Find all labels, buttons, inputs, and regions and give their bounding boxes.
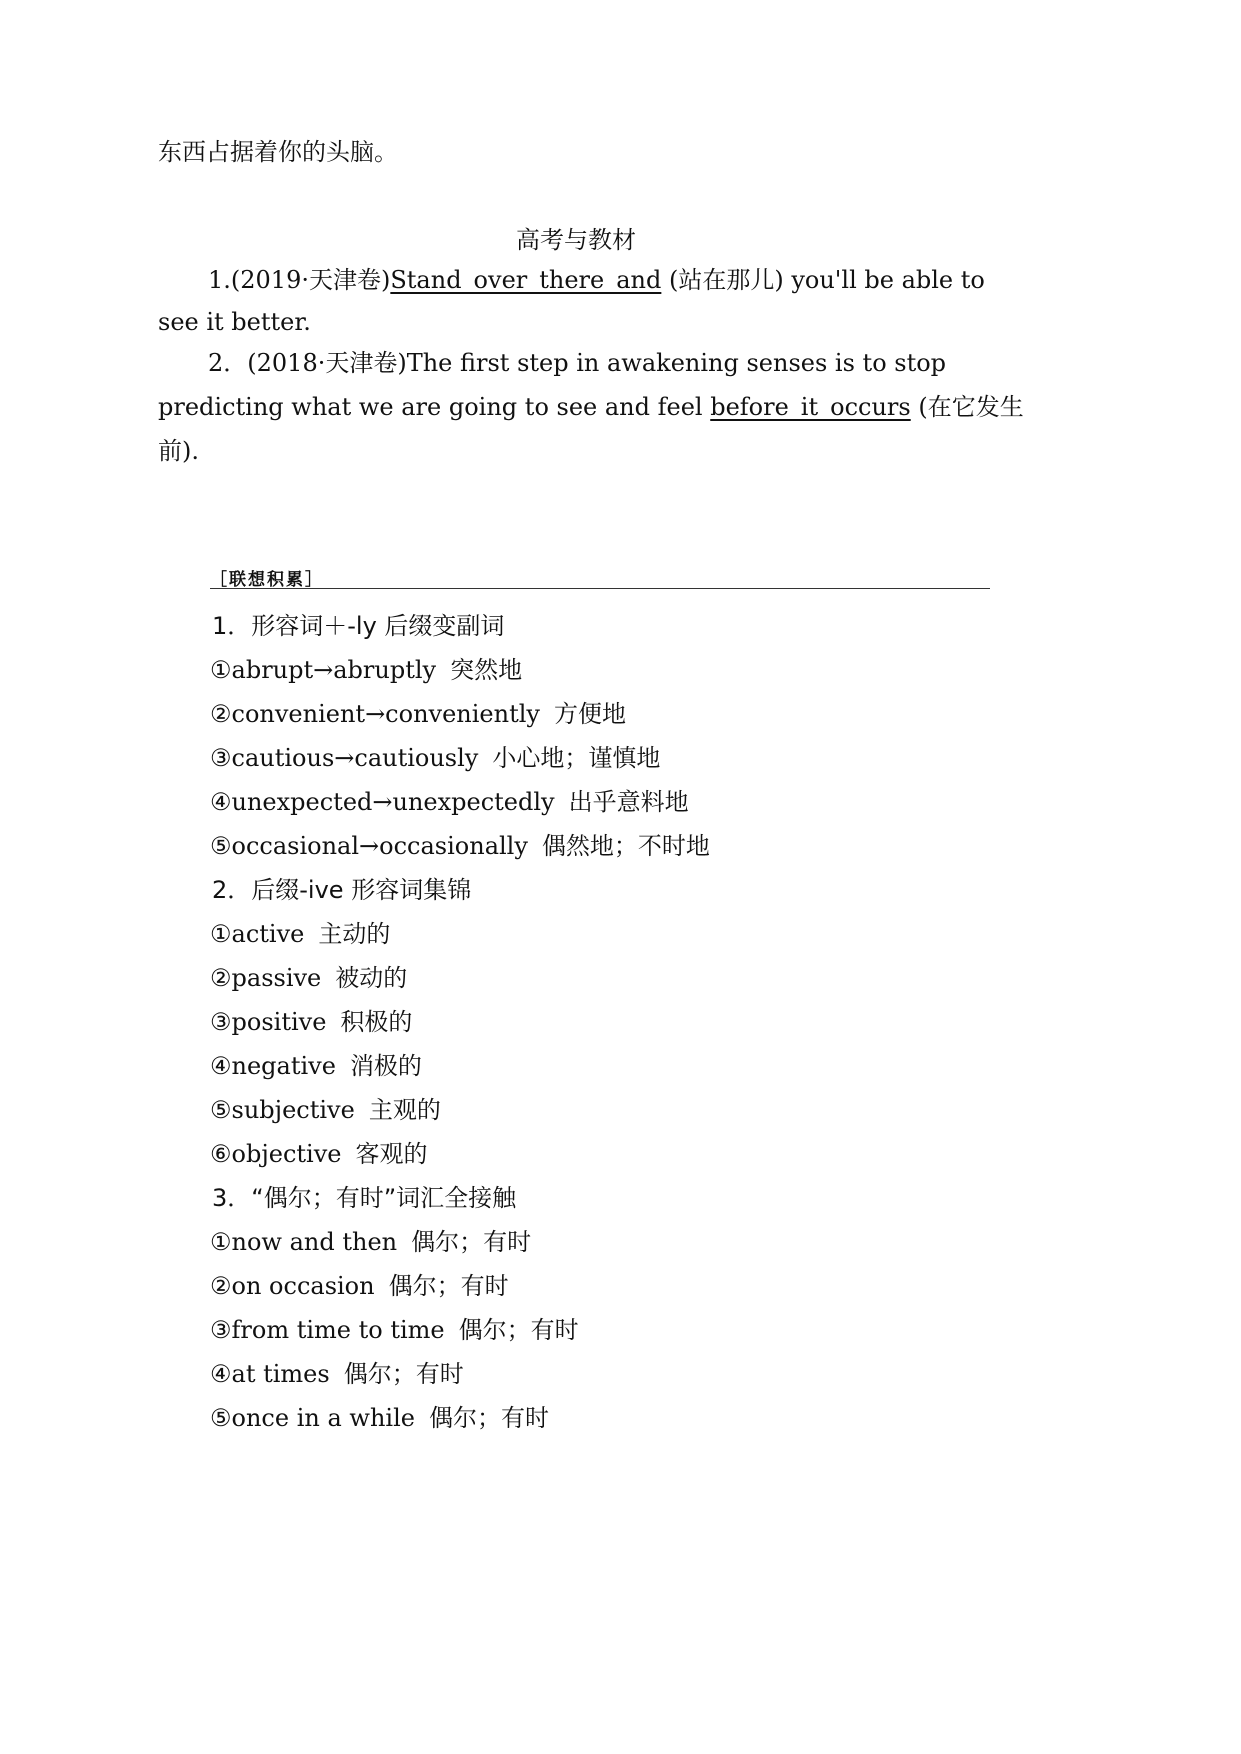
list-item (210, 914, 390, 949)
item-meaning: 偶尔；有时 (458, 1316, 579, 1344)
list-item (210, 782, 689, 817)
item-meaning: 偶尔；有时 (411, 1228, 532, 1256)
item-meaning: 出乎意料地 (568, 788, 689, 816)
list-item (210, 1398, 549, 1433)
item-number: ① (210, 1228, 232, 1256)
item-word: on occasion (231, 1272, 375, 1300)
list-item (210, 1310, 579, 1345)
item-meaning: 主观的 (368, 1096, 441, 1124)
q1-answer: Stand_over_there_and (390, 266, 662, 294)
item-meaning: 被动的 (335, 964, 408, 992)
q2-line2-rest: (在它发生 (910, 393, 1024, 421)
item-word: from time to time (231, 1316, 445, 1344)
box-title-rule (210, 588, 990, 589)
item-meaning: 消极的 (349, 1052, 422, 1080)
q2-line1-rest: )The first step in awakening senses is to stop (397, 349, 947, 377)
item-word: occasional→occasionally (231, 832, 528, 860)
list-item (210, 1002, 412, 1037)
section-1-title: 1．形容词＋-ly 后缀变副词 (212, 612, 505, 640)
item-word: cautious→cautiously (231, 744, 479, 772)
question-2-line-2 (158, 393, 1024, 421)
item-word: objective (231, 1140, 342, 1168)
list-item (210, 1090, 441, 1125)
q2-prefix: 2．(2018· (208, 349, 326, 377)
list-item (210, 1134, 428, 1169)
item-number: ③ (210, 744, 232, 772)
item-word: abrupt→abruptly (231, 656, 437, 684)
item-number: ① (210, 920, 232, 948)
question-2-line-1 (208, 349, 946, 377)
item-number: ② (210, 1272, 232, 1300)
question-2-line-3: 前). (158, 437, 199, 465)
item-word: passive (231, 964, 322, 992)
item-meaning: 客观的 (355, 1140, 428, 1168)
item-number: ② (210, 700, 232, 728)
item-number: ⑤ (210, 1096, 232, 1124)
item-word: convenient→conveniently (231, 700, 540, 728)
item-number: ③ (210, 1316, 232, 1344)
item-meaning: 偶然地；不时地 (541, 832, 710, 860)
box-title: ［联想积累］ (210, 570, 324, 590)
item-word: subjective (231, 1096, 355, 1124)
question-1-line-2: see it better. (158, 308, 311, 336)
list-item (210, 826, 710, 861)
section-heading: 高考与教材 (516, 226, 636, 254)
item-meaning: 方便地 (553, 700, 626, 728)
list-item (210, 958, 407, 993)
item-meaning: 偶尔；有时 (343, 1360, 464, 1388)
item-word: negative (231, 1052, 336, 1080)
q1-prefix: 1.(2019· (208, 266, 309, 294)
section-3-title: 3．“偶尔；有时”词汇全接触 (212, 1184, 517, 1212)
item-word: once in a while (231, 1404, 415, 1432)
q2-source: 天津卷 (325, 349, 398, 377)
list-item (210, 1266, 509, 1301)
list-item (210, 1046, 422, 1081)
item-number: ⑤ (210, 832, 232, 860)
item-number: ⑥ (210, 1140, 232, 1168)
item-number: ④ (210, 1052, 232, 1080)
item-number: ⑤ (210, 1404, 232, 1432)
item-number: ③ (210, 1008, 232, 1036)
item-meaning: 偶尔；有时 (428, 1404, 549, 1432)
item-word: positive (231, 1008, 327, 1036)
q1-source: 天津卷 (308, 266, 381, 294)
q1-line1-rest: (站在那儿) you'll be able to (661, 266, 985, 294)
item-meaning: 小心地；谨慎地 (492, 744, 661, 772)
item-word: now and then (231, 1228, 398, 1256)
section-2-title: 2．后缀-ive 形容词集锦 (212, 876, 472, 904)
item-number: ④ (210, 1360, 232, 1388)
item-meaning: 偶尔；有时 (388, 1272, 509, 1300)
list-item (210, 1354, 464, 1389)
list-item (210, 1222, 531, 1257)
q1-close-paren: ) (380, 266, 391, 294)
item-meaning: 突然地 (450, 656, 523, 684)
item-meaning: 积极的 (340, 1008, 413, 1036)
list-item (210, 738, 660, 773)
item-number: ② (210, 964, 232, 992)
q2-line2-start: predicting what we are going to see and feel (158, 393, 711, 421)
intro-line: 东西占据着你的头脑。 (158, 138, 398, 166)
item-number: ④ (210, 788, 232, 816)
list-item (210, 650, 522, 685)
item-number: ① (210, 656, 232, 684)
item-word: active (231, 920, 305, 948)
item-meaning: 主动的 (318, 920, 391, 948)
q2-answer: before_it_occurs (710, 393, 911, 421)
item-word: at times (231, 1360, 330, 1388)
list-item (210, 694, 626, 729)
question-1-line-1 (208, 266, 985, 294)
item-word: unexpected→unexpectedly (231, 788, 555, 816)
